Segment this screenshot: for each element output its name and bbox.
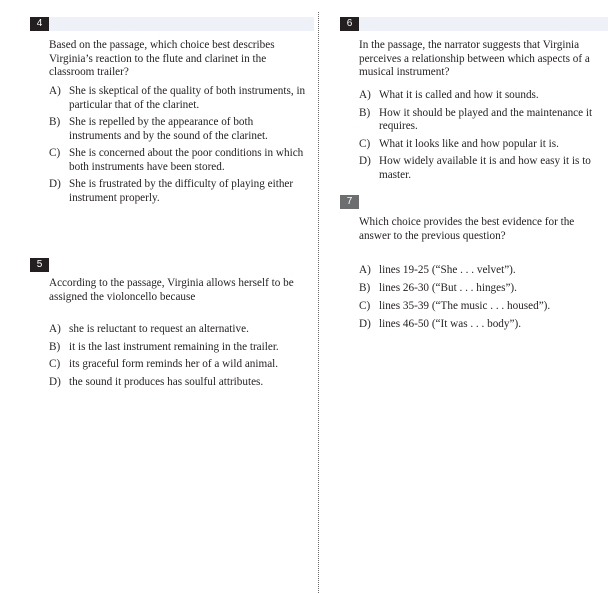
choice-text: lines 46-50 (“It was . . . body”).	[379, 318, 521, 330]
choice-a[interactable]	[49, 323, 307, 337]
choice-d[interactable]	[359, 318, 607, 332]
choice-letter: B)	[49, 340, 61, 353]
choice-text: she is reluctant to request an alternative.	[69, 323, 249, 335]
choice-text: the sound it produces has soulful attributes.	[69, 375, 264, 388]
answer-choices	[49, 323, 307, 389]
choice-letter: D)	[359, 318, 371, 330]
question-number: 5	[30, 258, 49, 272]
choice-letter: B)	[359, 106, 371, 119]
choice-b[interactable]	[359, 282, 607, 296]
question-header-bar	[30, 258, 49, 272]
choice-text: She is repelled by the appearance of both instruments and by the sound of the clarinet.	[69, 116, 268, 142]
choice-text: What it is called and how it sounds.	[379, 89, 539, 101]
choice-text: it is the last instrument remaining in the trailer.	[69, 340, 279, 353]
choice-a[interactable]	[359, 264, 607, 278]
choice-letter: C)	[49, 147, 61, 159]
question-number: 4	[30, 17, 49, 31]
question-stem: Which choice provides the best evidence for the answer to the previous question?	[359, 216, 575, 242]
answer-choices	[359, 89, 607, 182]
choice-letter: D)	[49, 375, 61, 388]
choice-letter: A)	[49, 323, 61, 335]
choice-text: lines 19-25 (“She . . . velvet”).	[379, 264, 516, 276]
choice-text: She is frustrated by the difficulty of playing either instrument properly.	[69, 178, 294, 204]
choice-c[interactable]	[359, 138, 607, 152]
right-column	[322, 0, 610, 593]
question-number: 7	[340, 195, 359, 209]
choice-letter: B)	[49, 116, 61, 128]
choice-letter: C)	[49, 358, 61, 370]
question-number: 6	[340, 17, 359, 31]
answer-choices	[49, 85, 307, 205]
choice-a[interactable]	[49, 85, 307, 112]
choice-b[interactable]	[49, 116, 307, 143]
choice-letter: D)	[359, 155, 371, 167]
question-header-bar	[340, 17, 608, 31]
choice-a[interactable]	[359, 89, 607, 103]
choice-b[interactable]	[49, 341, 307, 355]
answer-choices	[359, 264, 607, 332]
choice-text: She is skeptical of the quality of both instruments, in particular that of the clarinet.	[69, 85, 306, 111]
question-stem: In the passage, the narrator suggests that Virginia perceives a relationship between which aspects of a musical instrument?	[359, 39, 590, 78]
column-divider	[318, 12, 319, 593]
choice-c[interactable]	[49, 147, 307, 174]
choice-text: its graceful form reminds her of a wild animal.	[69, 358, 279, 370]
choice-letter: B)	[359, 282, 371, 294]
choice-text: What it looks like and how popular it is.	[379, 137, 559, 150]
choice-letter: C)	[359, 300, 371, 312]
choice-c[interactable]	[359, 300, 607, 314]
question-stem: Based on the passage, which choice best describes Virginia’s reaction to the flute and clarinet in the classroom trailer?	[49, 39, 275, 78]
choice-d[interactable]	[359, 155, 607, 182]
choice-b[interactable]	[359, 107, 607, 134]
question-stem: According to the passage, Virginia allows herself to be assigned the violoncello because	[49, 277, 294, 303]
choice-c[interactable]	[49, 358, 307, 372]
choice-text: She is concerned about the poor conditions in which both instruments have been stored.	[69, 147, 304, 173]
choice-text: How it should be played and the maintenance it requires.	[379, 106, 593, 132]
choice-text: How widely available it is and how easy it is to master.	[379, 155, 591, 181]
question-header-bar	[340, 195, 359, 209]
question-header-bar	[30, 17, 314, 31]
choice-text: lines 26-30 (“But . . . hinges”).	[379, 282, 517, 294]
choice-letter: A)	[49, 85, 61, 97]
choice-letter: A)	[359, 89, 371, 101]
choice-letter: C)	[359, 137, 371, 150]
choice-letter: A)	[359, 264, 371, 276]
choice-d[interactable]	[49, 178, 307, 205]
choice-text: lines 35-39 (“The music . . . housed”).	[379, 300, 551, 312]
choice-d[interactable]	[49, 376, 307, 390]
choice-letter: D)	[49, 178, 61, 190]
